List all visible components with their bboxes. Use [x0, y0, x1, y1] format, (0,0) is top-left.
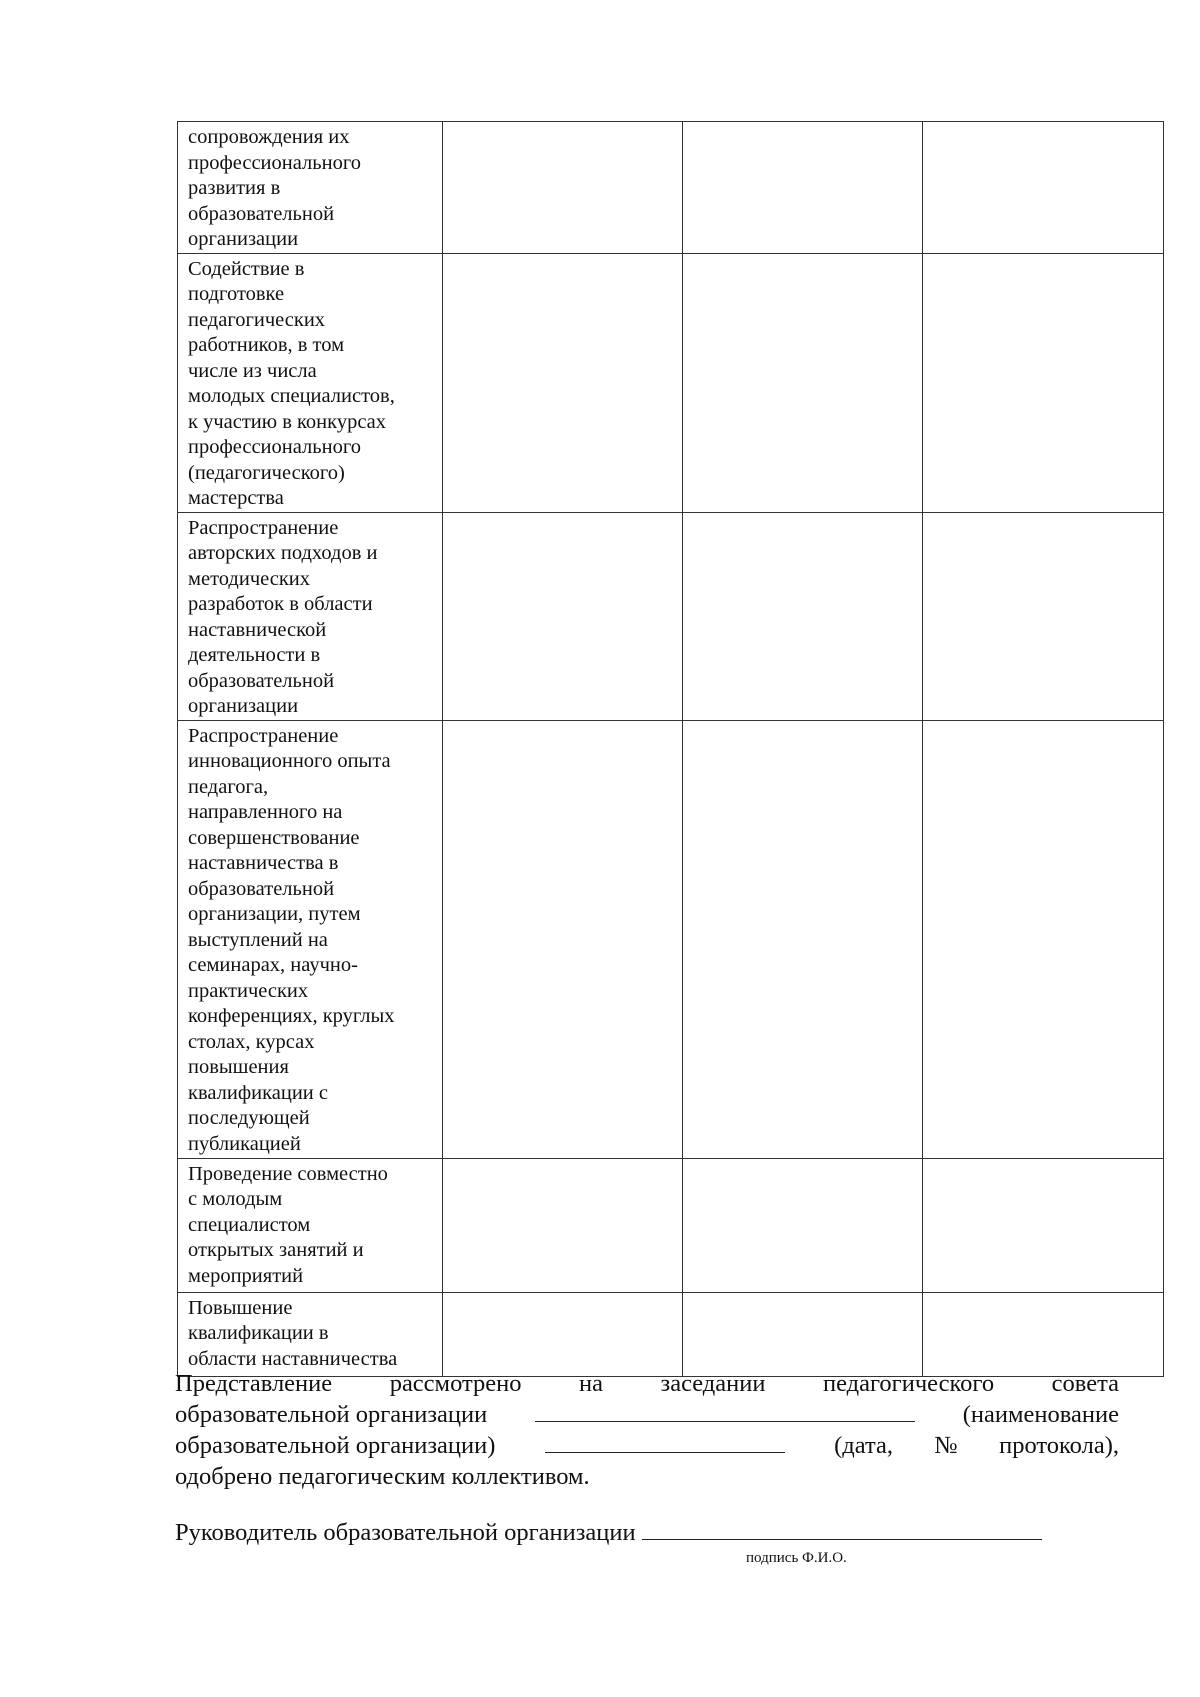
- value-cell[interactable]: [443, 122, 683, 254]
- signature-line: [175, 1518, 1119, 1548]
- table-row: [178, 1158, 1164, 1292]
- word: совета: [1051, 1370, 1119, 1397]
- approval-line-2: [175, 1399, 1119, 1430]
- criterion-cell: [178, 122, 443, 254]
- criterion-cell: [178, 720, 443, 1158]
- approval-line-1: [175, 1368, 1119, 1399]
- signature-caption: подпись Ф.И.О.: [746, 1550, 847, 1566]
- word: заседании: [660, 1370, 766, 1397]
- word: рассмотрено: [389, 1370, 522, 1397]
- word: Представление: [175, 1370, 333, 1397]
- criterion-text: Содействие в подготовке педагогических работников, в том числе из числа молодых специалистов, к участию в конкурсах профессионального (педагогического) мастерства: [188, 257, 395, 509]
- value-cell[interactable]: [443, 720, 683, 1158]
- value-cell[interactable]: [683, 253, 923, 512]
- value-cell[interactable]: [683, 1292, 923, 1376]
- value-cell[interactable]: [443, 512, 683, 720]
- criterion-cell: [178, 512, 443, 720]
- value-cell[interactable]: [923, 253, 1164, 512]
- criterion-text: Проведение совместно с молодым специалистом открытых занятий и мероприятий: [188, 1162, 388, 1287]
- approval-line-3: [175, 1430, 1119, 1461]
- value-cell[interactable]: [443, 1158, 683, 1292]
- value-cell[interactable]: [683, 122, 923, 254]
- value-cell[interactable]: [923, 1292, 1164, 1376]
- criterion-text: Распространение авторских подходов и методических разработок в области наставнической деятельности в образовательной организации: [188, 516, 378, 717]
- criterion-text: сопровождения их профессионального развития в образовательной организации: [188, 126, 361, 250]
- approval-text: №: [934, 1432, 958, 1459]
- date-protocol-blank[interactable]: [545, 1432, 785, 1453]
- criterion-text: Повышение квалификации в области наставничества: [188, 1296, 398, 1370]
- signature-label: Руководитель образовательной организации: [175, 1519, 636, 1546]
- criterion-text: Распространение инновационного опыта педагога, направленного на совершенствование наставничества в образовательной организации, путем выступлений на семинарах, научно- практических конференциях, круглых столах, курсах повышения квалификации с последующей публикацией: [188, 724, 395, 1155]
- table-row: [178, 720, 1164, 1158]
- approval-text: протокола),: [999, 1432, 1119, 1459]
- table-row: [178, 253, 1164, 512]
- approval-text: (наименование: [962, 1401, 1119, 1428]
- value-cell[interactable]: [443, 253, 683, 512]
- approval-statement: [175, 1368, 1119, 1492]
- value-cell[interactable]: [683, 720, 923, 1158]
- criterion-cell: [178, 1158, 443, 1292]
- criterion-cell: [178, 1292, 443, 1376]
- word: педагогического: [822, 1370, 995, 1397]
- value-cell[interactable]: [923, 720, 1164, 1158]
- table-row: [178, 1292, 1164, 1376]
- approval-line-4: одобрено педагогическим коллективом.: [175, 1463, 590, 1490]
- approval-text: образовательной организации: [175, 1401, 488, 1428]
- org-name-blank[interactable]: [535, 1401, 915, 1422]
- evaluation-table: [177, 121, 1164, 1377]
- criterion-cell: [178, 253, 443, 512]
- table-row: [178, 122, 1164, 254]
- value-cell[interactable]: [443, 1292, 683, 1376]
- approval-text: образовательной организации): [175, 1432, 496, 1459]
- signature-blank[interactable]: [642, 1519, 1042, 1540]
- word: на: [579, 1370, 603, 1397]
- value-cell[interactable]: [923, 1158, 1164, 1292]
- value-cell[interactable]: [683, 1158, 923, 1292]
- approval-text: (дата,: [834, 1432, 893, 1459]
- table-row: [178, 512, 1164, 720]
- value-cell[interactable]: [683, 512, 923, 720]
- value-cell[interactable]: [923, 122, 1164, 254]
- value-cell[interactable]: [923, 512, 1164, 720]
